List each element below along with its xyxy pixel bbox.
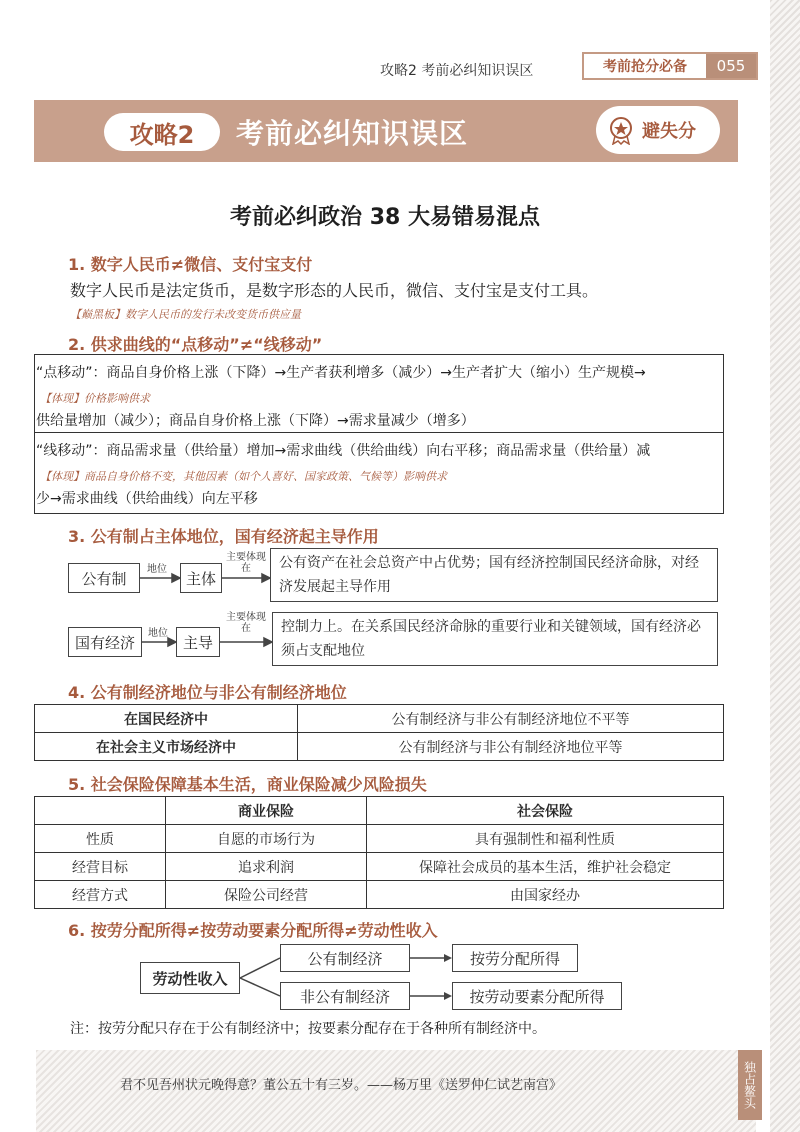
- table-cell: 在国民经济中: [35, 705, 298, 733]
- table-cell: 公有制经济与非公有制经济地位不平等: [298, 705, 724, 733]
- section-2-note-2: 【体现】商品自身价格不变，其他因素（如个人喜好、国家政策、气候等）影响供求: [40, 470, 447, 483]
- table-cell: 在社会主义市场经济中: [35, 733, 298, 761]
- section-3-heading: 3. 公有制占主体地位，国有经济起主导作用: [68, 527, 379, 546]
- node-leading: 主导: [176, 627, 220, 657]
- table-cell: 由国家经办: [367, 881, 724, 909]
- banner-pill: 攻略2: [104, 113, 220, 151]
- footnote: 注：按劳分配只存在于公有制经济中；按要素分配存在于各种所有制经济中。: [70, 1021, 546, 1037]
- page-number: 055: [706, 54, 756, 78]
- node-labor-factor-distribution: 按劳动要素分配所得: [452, 982, 622, 1010]
- table-cell: 追求利润: [166, 853, 367, 881]
- node-main-body: 主体: [180, 563, 222, 593]
- main-title: 考前必纠政治 38 大易错易混点: [230, 205, 540, 230]
- section-1-body: 数字人民币是法定货币，是数字形态的人民币，微信、支付宝是支付工具。: [70, 281, 599, 300]
- section-2-line-2: 供给量增加（减少）；商品自身价格上涨（下降）→需求量减少（增多）: [36, 413, 475, 429]
- table-header: 商业保险: [166, 797, 367, 825]
- label-position-2: 地位: [148, 628, 168, 639]
- section-2-heading: 2. 供求曲线的“点移动”≠“线移动”: [68, 335, 323, 354]
- node-non-public-economy: 非公有制经济: [280, 982, 410, 1010]
- label-position-1: 地位: [147, 564, 167, 575]
- table-cell: 具有强制性和福利性质: [367, 825, 724, 853]
- section-4-heading: 4. 公有制经济地位与非公有制经济地位: [68, 683, 347, 702]
- table-cell: 经营目标: [35, 853, 166, 881]
- section-1-heading: 1. 数字人民币≠微信、支付宝支付: [68, 255, 313, 274]
- label-embodied-1: 主要体现在: [226, 552, 266, 574]
- side-tab: 独占鳌头: [738, 1050, 762, 1120]
- section-6-heading: 6. 按劳分配所得≠按劳动要素分配所得≠劳动性收入: [68, 921, 438, 940]
- badge-text: 避失分: [642, 121, 696, 142]
- table-header: 社会保险: [367, 797, 724, 825]
- node-distribution-by-labor: 按劳分配所得: [452, 944, 578, 972]
- section-2-line-3: “线移动”：商品需求量（供给量）增加→需求曲线（供给曲线）向右平移；商品需求量（供给量）减: [36, 443, 651, 459]
- banner-title: 考前必纠知识误区: [236, 117, 469, 150]
- table-cell: 自愿的市场行为: [166, 825, 367, 853]
- section-2-line-1: “点移动”：商品自身价格上涨（下降）→生产者获利增多（减少）→生产者扩大（缩小）生产规模→: [36, 365, 646, 381]
- table-cell: 公有制经济与非公有制经济地位平等: [298, 733, 724, 761]
- table-cell: 保险公司经营: [166, 881, 367, 909]
- section-5-heading: 5. 社会保险保障基本生活，商业保险减少风险损失: [68, 775, 427, 794]
- footer-quote: 君不见吾州状元晚得意？董公五十有三岁。——杨万里《送罗仲仁试艺南宫》: [120, 1078, 563, 1093]
- node-public-economy: 公有制经济: [280, 944, 410, 972]
- label-embodied-2: 主要体现在: [226, 612, 266, 634]
- node-public-ownership: 公有制: [68, 563, 140, 593]
- node-labor-income: 劳动性收入: [140, 962, 240, 994]
- node-state-economy: 国有经济: [68, 627, 142, 657]
- header-box-title: 考前抢分必备: [603, 59, 687, 75]
- desc-public-ownership: 公有资产在社会总资产中占优势；国有经济控制国民经济命脉，对经济发展起主导作用: [270, 548, 718, 602]
- desc-state-economy: 控制力上。在关系国民经济命脉的重要行业和关键领域，国有经济必须占支配地位: [272, 612, 718, 666]
- section-2-line-4: 少→需求曲线（供给曲线）向左平移: [36, 491, 258, 507]
- section-1-note: 【巅黑板】数字人民币的发行未改变货币供应量: [70, 308, 301, 321]
- table-cell: 保障社会成员的基本生活，维护社会稳定: [367, 853, 724, 881]
- section-2-note-1: 【体现】价格影响供求: [40, 392, 150, 405]
- table-cell: 经营方式: [35, 881, 166, 909]
- running-header: 攻略2 考前必纠知识误区: [380, 63, 534, 79]
- table-cell: 性质: [35, 825, 166, 853]
